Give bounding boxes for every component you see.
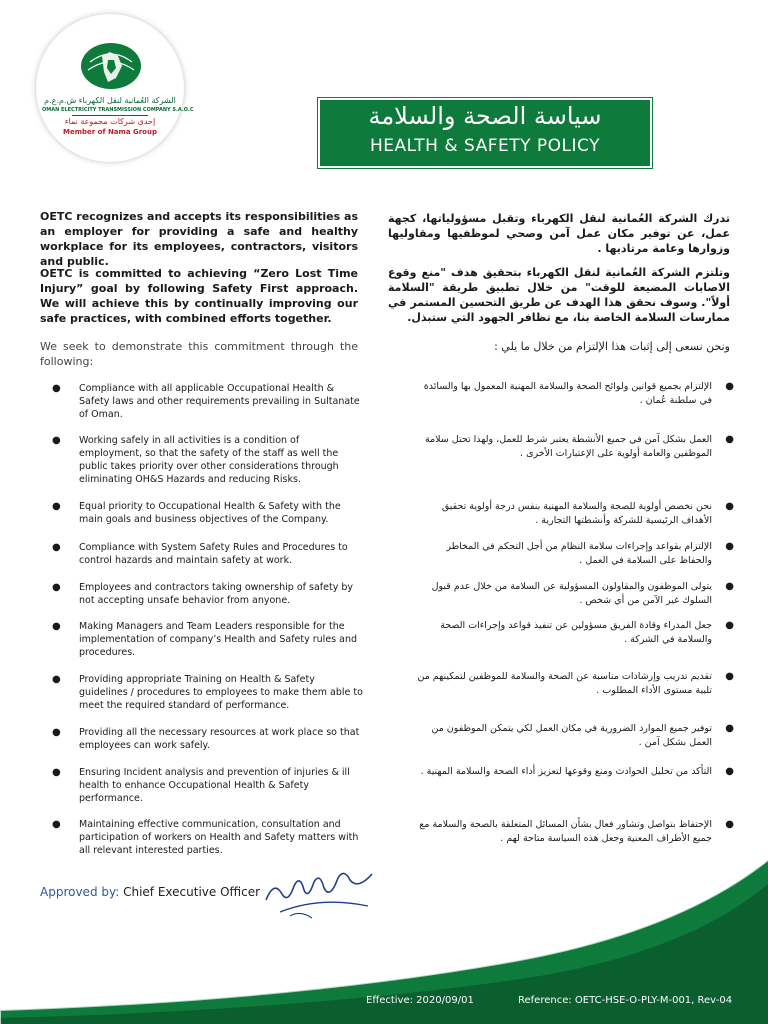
arabic-paragraph-1: تدرك الشركة العُمانية لنقل الكهرباء وتقبل مسؤولياتها، كجهة عمل، عن توفير مكان عمل آمن وصحي لموظفيها ومقاوليها وزوارها وعامة مرتاديها .	[388, 212, 730, 255]
approved-by-label: Approved by:	[40, 885, 120, 899]
title-banner	[318, 98, 652, 168]
logo-arabic-member: إحدى شركات مجموعة نماء	[64, 117, 156, 126]
effective-date: Effective: 2020/09/01	[366, 995, 474, 1006]
english-intro: We seek to demonstrate this commitment through the following:	[40, 340, 358, 368]
logo-arabic-name: الشركة العُمانية لنقل الكهرباء ش.م.ع.م	[44, 96, 176, 105]
document-reference: Reference: OETC-HSE-O-PLY-M-001, Rev-04	[518, 995, 733, 1006]
approver-title: Chief Executive Officer	[123, 885, 261, 899]
english-paragraph-1: OETC recognizes and accepts its responsibilities as an employer for providing a safe and healthy workplace for its employees, contractors, visitors and public.	[40, 210, 358, 268]
logo-divider	[72, 115, 148, 116]
arabic-paragraph-2: وتلتزم الشركة العُمانية لنقل الكهرباء بتحقيق هدف "منع وقوع الاصابات المضيعة للوقت" من خلال تطبيق طريقة "السلامة أولاً". وسوف نحقق هذا الهدف عن طريق التحسين المستمر في ممارسات السلامة الخاصة بنا، مع تظافر الجهود التي ستبذل.	[388, 266, 730, 324]
oman-map-emblem-icon	[80, 42, 142, 90]
english-paragraph-2: OETC is committed to achieving “Zero Lost Time Injury” goal by following Safety First approach. We will achieve this by continually improving our safe practices, with combined efforts together.	[40, 267, 358, 325]
logo-member-text: Member of Nama Group	[63, 128, 157, 136]
title-english: HEALTH & SAFETY POLICY	[369, 136, 601, 156]
title-arabic: سياسة الصحة والسلامة	[368, 102, 602, 130]
arabic-intro: ونحن نسعى إلى إثبات هذا الإلتزام من خلال ما يلي :	[494, 340, 730, 353]
logo-english-name: OMAN ELECTRICITY TRANSMISSION COMPANY S.A.O.C	[42, 107, 194, 113]
